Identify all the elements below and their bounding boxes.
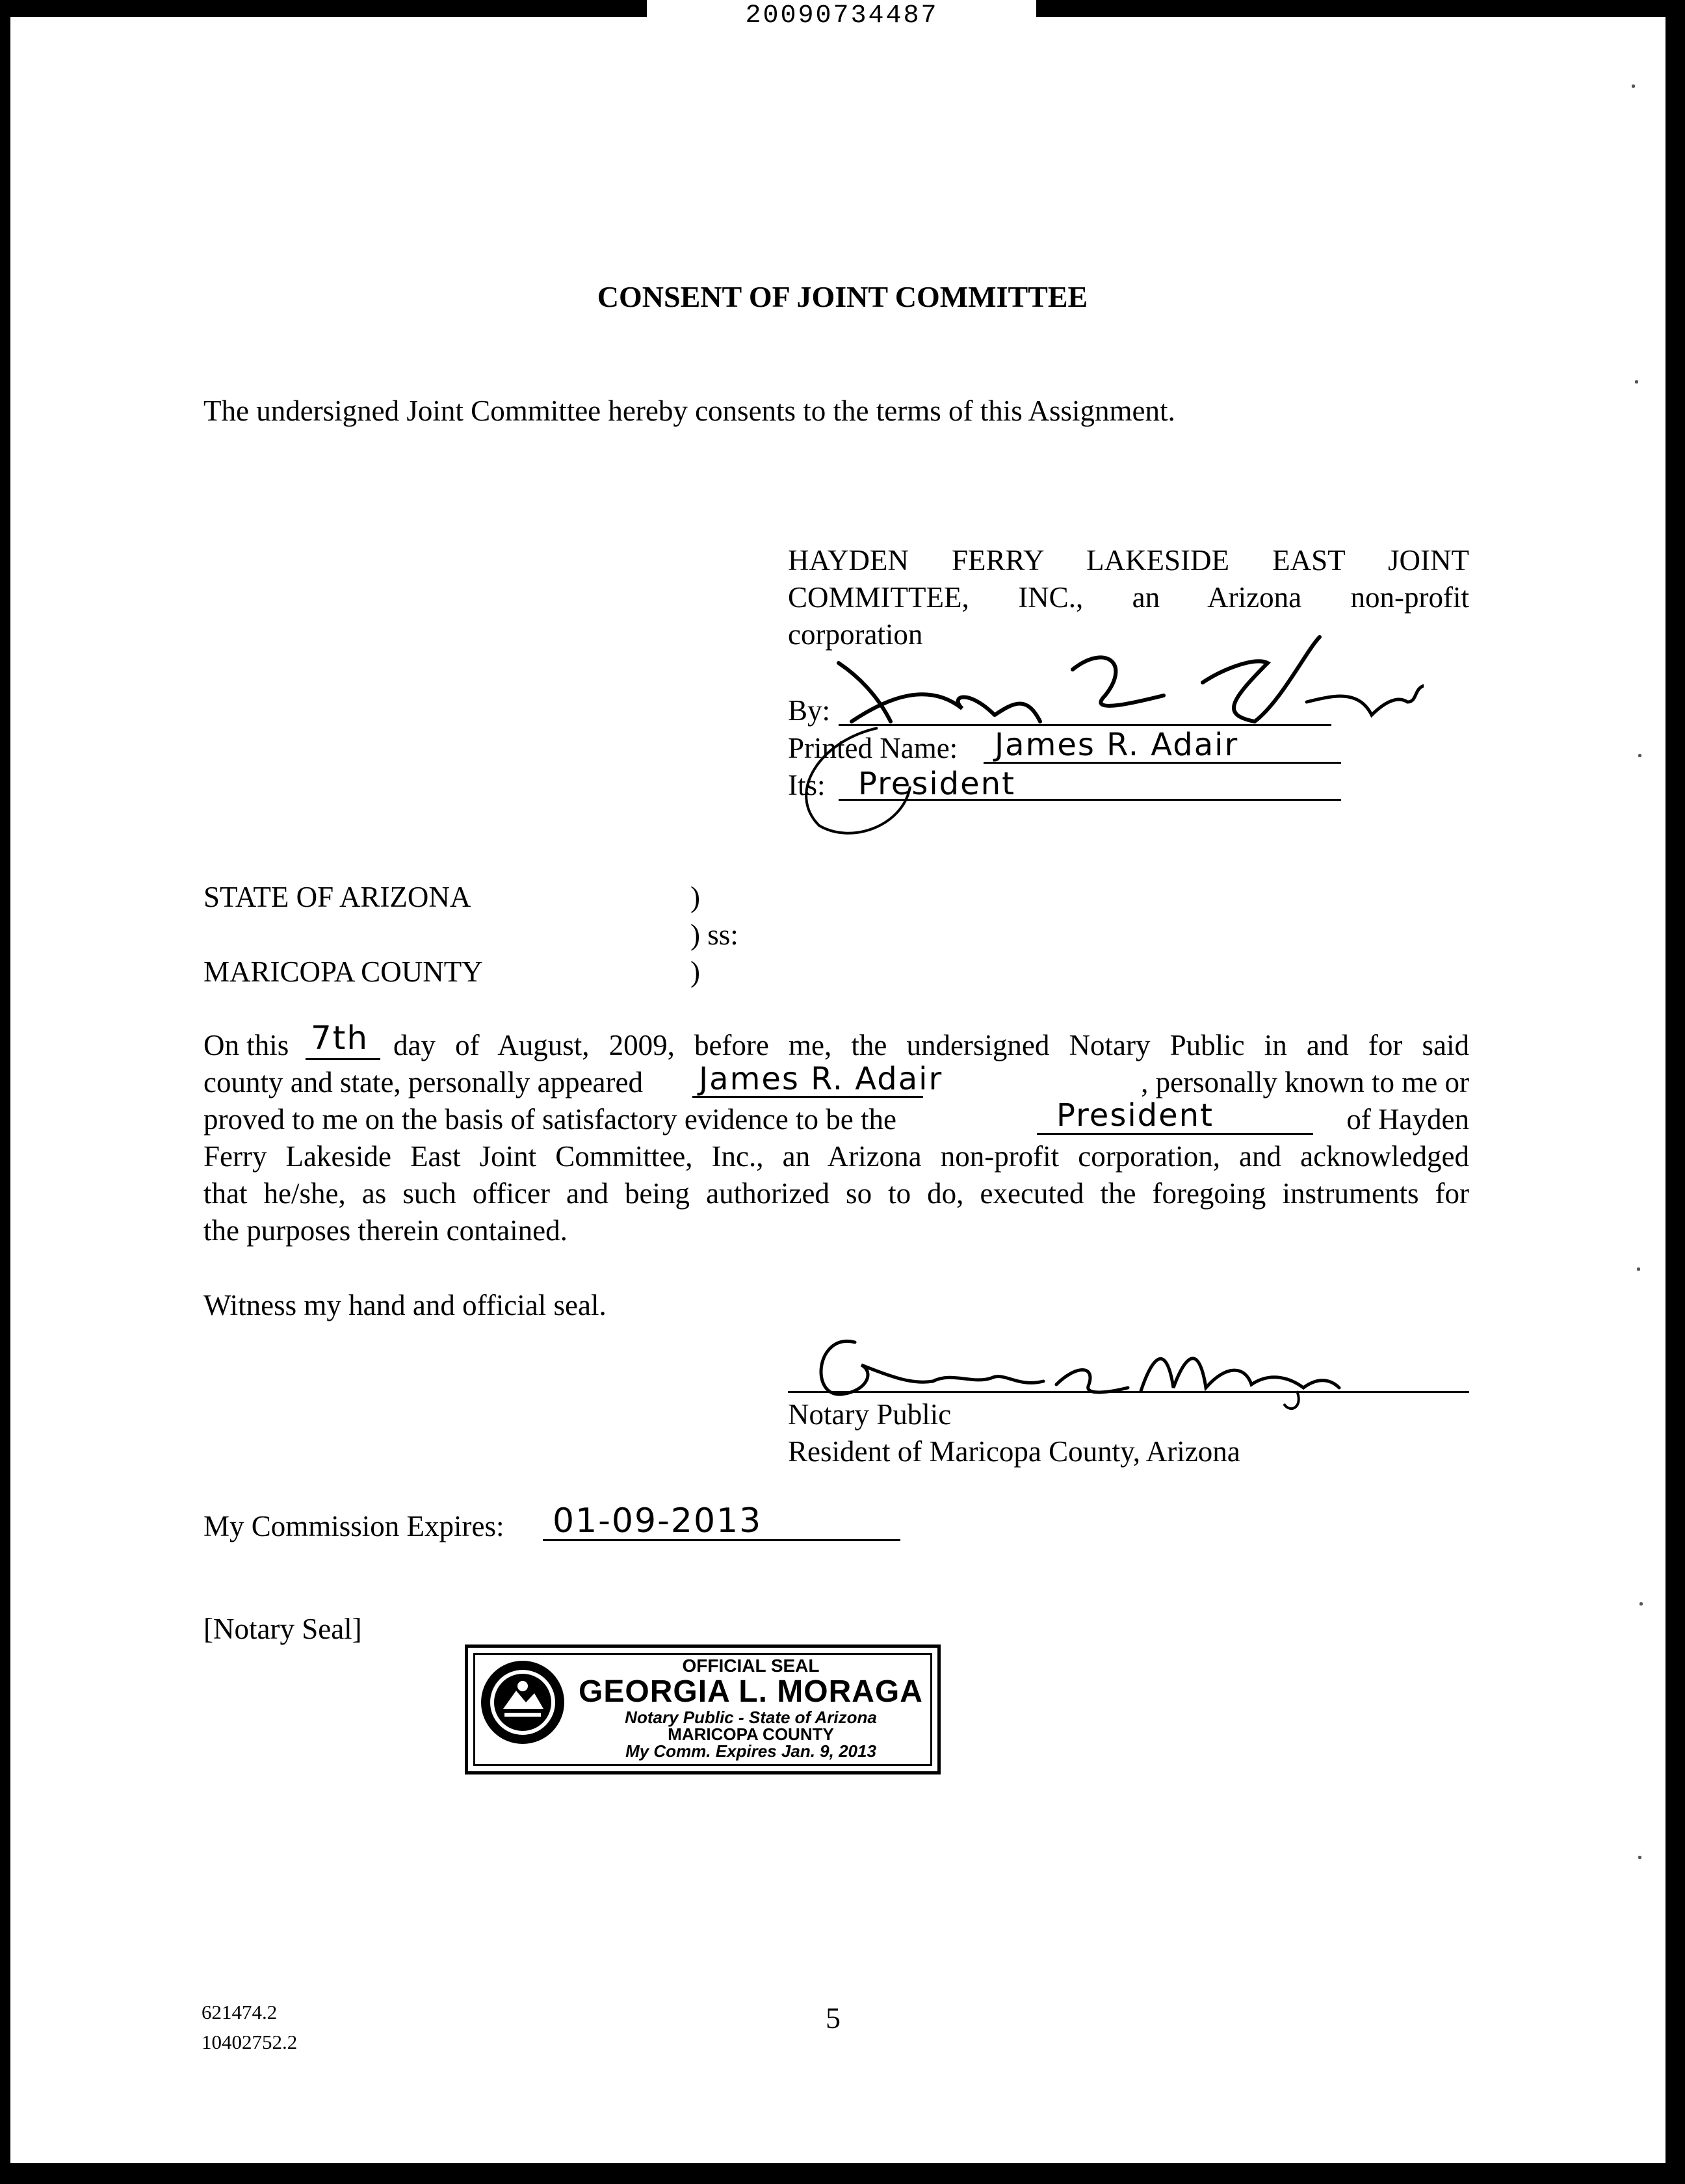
scan-speck [1639,1602,1643,1606]
scan-speck [1632,84,1635,88]
ack-line3-end: of Hayden [1346,1103,1469,1136]
ack-line4: Ferry Lakeside East Joint Committee, Inc., an Arizona non-profit corporation, and acknowledged [203,1140,1469,1173]
notary-seal-label: [Notary Seal] [203,1613,362,1645]
scan-border-left [0,0,10,2184]
venue-county: MARICOPA COUNTY [203,956,483,988]
its-label: Its: [788,769,826,801]
venue-paren-1: ) [690,881,700,913]
venue-state: STATE OF ARIZONA [203,881,471,913]
witness-line: Witness my hand and official seal. [203,1289,607,1321]
notary-residence: Resident of Maricopa County, Arizona [788,1435,1240,1468]
ack-line5: that he/she, as such officer and being authorized so to do, executed the foregoing instruments for [203,1177,1469,1210]
ack-day-line [306,1058,380,1060]
printed-name-value: James R. Adair [995,727,1239,763]
venue-ss: ) ss: [690,918,738,951]
ack-name-value: James R. Adair [699,1061,943,1097]
scan-border-top-left [0,0,647,17]
ack-line1-start: On this [203,1029,289,1061]
scan-border-bottom [0,2163,1685,2184]
commission-label: My Commission Expires: [203,1510,504,1542]
entity-line-1: HAYDEN FERRY LAKESIDE EAST JOINT [788,544,1469,577]
scan-border-top-right [1036,0,1685,17]
ack-day-value: 7th [311,1019,369,1057]
ack-line1-end: day of August, 2009, before me, the undersigned Notary Public in and for said [393,1029,1469,1061]
ack-line3-start: proved to me on the basis of satisfactory evidence to be the [203,1103,896,1136]
document-title: CONSENT OF JOINT COMMITTEE [597,280,1088,313]
recording-number: 20090734487 [745,1,939,31]
ack-line6: the purposes therein contained. [203,1214,568,1247]
signature-loop [780,715,949,845]
page-number: 5 [826,2001,841,2034]
scan-border-right [1665,0,1685,2184]
printed-name-label: Printed Name: [788,732,958,764]
arizona-state-seal-icon [477,1657,568,1748]
seal-official-seal: OFFICIAL SEAL [682,1656,820,1676]
by-label: By: [788,694,831,727]
notary-title: Notary Public [788,1398,952,1431]
official-seal-stamp [465,1644,941,1774]
seal-notary-state: Notary Public - State of Arizona [625,1708,877,1727]
scan-speck [1638,754,1641,757]
scan-speck [1637,1268,1640,1271]
intro-paragraph: The undersigned Joint Committee hereby consents to the terms of this Assignment. [203,395,1175,427]
seal-county: MARICOPA COUNTY [668,1724,834,1744]
entity-line-2: COMMITTEE, INC., an Arizona non-profit [788,581,1469,614]
footer-doc-id-1: 621474.2 [202,2001,278,2023]
scan-speck [1638,1856,1641,1859]
venue-paren-3: ) [690,956,700,988]
ack-title-value: President [1056,1097,1214,1134]
ack-line2-end: , personally known to me or [1141,1066,1469,1098]
seal-expiration: My Comm. Expires Jan. 9, 2013 [625,1741,876,1761]
its-value: President [858,766,1015,802]
footer-doc-id-2: 10402752.2 [202,2031,298,2053]
entity-line-3: corporation [788,618,923,651]
commission-value: 01-09-2013 [553,1502,763,1540]
ack-line2-start: county and state, personally appeared [203,1066,643,1098]
scan-speck [1635,380,1638,384]
seal-notary-name: GEORGIA L. MORAGA [579,1674,923,1709]
